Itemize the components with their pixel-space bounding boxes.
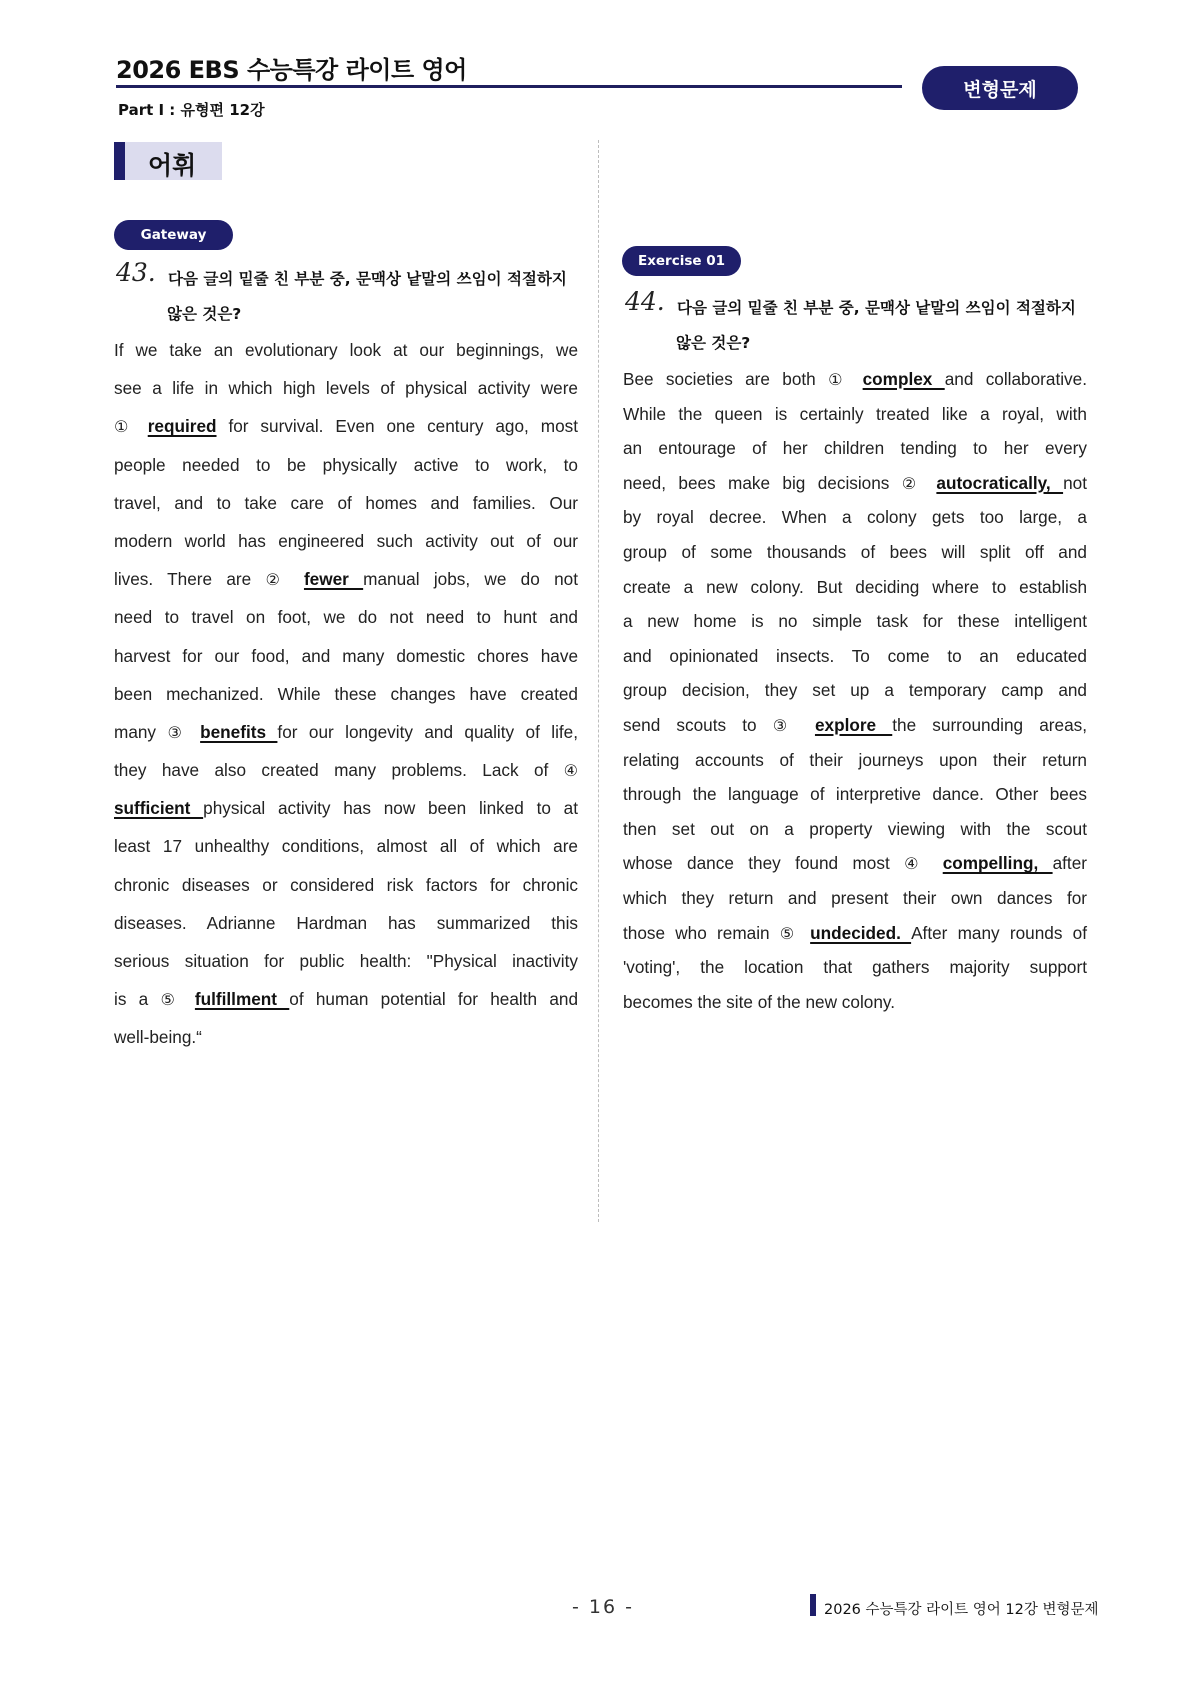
passage-44 [623,369,1087,1026]
passage-text: many [114,721,168,742]
section-heading-bar [114,142,125,180]
passage-text: well-being.“ [114,1027,202,1048]
passage-line [623,611,1087,646]
gateway-pill: Gateway [114,220,233,250]
passage-text: serious situation for public health: "Physical inactivity [114,951,578,971]
passage-text: need, bees make big decisions [623,472,902,493]
question-number-43: 43. [116,258,156,287]
passage-line [114,760,578,798]
passage-text: by royal decree. When a colony gets too large, a [623,507,1087,528]
passage-line [623,992,1087,1027]
passage-line [623,923,1087,958]
passage-text: 'voting', the location that gathers majority support [623,957,1087,978]
underlined-word: required [147,416,217,437]
passage-line [623,507,1087,542]
passage-text: after [1052,853,1087,874]
choice-number: ① [828,370,863,389]
question-prompt-43: 다음 글의 밑줄 친 부분 중, 문맥상 낱말의 쓰임이 적절하지 [168,270,567,288]
passage-line [623,750,1087,785]
choice-number: ③ [772,715,815,735]
passage-line [623,646,1087,681]
passage-text: group of some thousands of bees will split off and [623,541,1087,562]
passage-text: then set out on a property viewing with the scout [623,818,1087,839]
passage-text: for our longevity and quality of life, [277,721,578,742]
passage-text: an entourage of her children tending to her every [623,438,1087,459]
passage-text: diseases. Adrianne Hardman has summarized this [114,912,578,933]
passage-text: relating accounts of their journeys upon their return [623,749,1087,770]
passage-text: While the queen is certainly treated like a royal, with [623,403,1087,424]
passage-line [114,378,578,416]
column-divider [598,140,599,1222]
passage-line [114,684,578,722]
passage-text: send scouts to [623,714,773,735]
passage-line [114,798,578,836]
passage-text: After many rounds of [911,922,1087,943]
passage-line [114,416,578,454]
section-heading [114,142,222,180]
passage-line [114,1027,578,1065]
passage-text: and opinionated insects. To come to an educated [623,645,1087,666]
passage-text: harvest for our food, and many domestic chores have [114,645,578,666]
question-prompt-44-line2: 않은 것은? [676,334,751,352]
footer-bar [810,1594,816,1616]
passage-43 [114,340,578,1066]
section-heading-text: 어휘 [148,151,197,180]
underlined-word: complex [862,369,945,389]
choice-number: ④ [563,761,578,781]
exercise-pill: Exercise 01 [622,246,741,276]
passage-text: a new home is no simple task for these intelligent [623,611,1087,632]
passage-text: whose dance they found most [623,853,905,874]
underlined-word: sufficient [114,798,204,819]
passage-line [114,493,578,531]
choice-number: ③ [167,722,201,742]
passage-line [623,369,1087,404]
choice-number: ⑤ [779,923,811,943]
passage-text: physical activity has now been linked to at [203,798,578,819]
question-prompt-44: 다음 글의 밑줄 친 부분 중, 문맥상 낱말의 쓰임이 적절하지 [677,299,1076,317]
question-number-44: 44. [625,287,665,316]
passage-line [114,836,578,874]
passage-text: create a new colony. But deciding where to establish [623,576,1087,597]
title-rule [116,85,902,88]
passage-line [114,455,578,493]
passage-line [114,531,578,569]
choice-number: ② [265,570,304,590]
underlined-word: explore [814,714,893,735]
passage-text: lives. There are [114,569,266,590]
passage-line [114,913,578,951]
underlined-word: fulfillment [194,989,290,1010]
passage-line [623,888,1087,923]
passage-text: travel, and to take care of homes and families. Our [114,492,578,513]
page-number: - 16 - [572,1596,634,1618]
passage-line [623,542,1087,577]
footer-caption: 2026 수능특강 라이트 영어 12강 변형문제 [824,1602,1099,1618]
passage-text: least 17 unhealthy conditions, almost all of which are [114,836,578,857]
passage-text: the surrounding areas, [892,714,1087,735]
passage-line [623,853,1087,888]
question-prompt-43-line2: 않은 것은? [167,305,242,323]
underlined-word: fewer [303,569,364,590]
passage-text: been mechanized. While these changes have created [114,683,578,704]
passage-line [623,473,1087,508]
passage-line [114,722,578,760]
passage-text: modern world has engineered such activity out of our [114,530,578,551]
passage-line [623,819,1087,854]
passage-text: Bee societies are both [623,369,829,389]
passage-text: they have also created many problems. Lack of [114,760,564,781]
passage-line [623,715,1087,750]
passage-line [114,646,578,684]
choice-number: ① [114,417,148,437]
passage-text: is a [114,989,161,1010]
underlined-word: autocratically, [936,472,1064,493]
passage-line [623,680,1087,715]
passage-text: of human potential for health and [289,989,579,1010]
passage-line [114,875,578,913]
passage-text: for survival. Even one century ago, most [216,416,578,437]
passage-text: see a life in which high levels of physical activity were [114,378,578,399]
passage-line [623,784,1087,819]
passage-text: chronic diseases or considered risk factors for chronic [114,874,578,895]
passage-text: those who remain [623,922,780,943]
underlined-word: undecided. [810,922,912,943]
passage-text: not [1063,472,1087,493]
choice-number: ④ [904,854,943,874]
passage-line [114,989,578,1027]
passage-line [623,438,1087,473]
passage-text: which they return and present their own dances for [623,887,1087,908]
passage-text: people needed to be physically active to work, to [114,454,578,475]
underlined-word: compelling, [942,853,1053,874]
passage-line [623,404,1087,439]
passage-text: becomes the site of the new colony. [623,991,895,1012]
passage-line [114,607,578,645]
choice-number: ② [901,473,937,493]
variant-badge: 변형문제 [922,66,1078,110]
passage-line [114,951,578,989]
passage-line [623,957,1087,992]
passage-line [623,577,1087,612]
passage-text: group decision, they set up a temporary camp and [623,680,1087,701]
passage-text: manual jobs, we do not [363,569,578,590]
passage-text: and collaborative. [944,369,1087,389]
part-label: Part Ⅰ : 유형편 12강 [118,101,265,119]
passage-text: If we take an evolutionary look at our beginnings, we [114,340,578,360]
underlined-word: benefits [200,721,278,742]
document-title: 2026 EBS 수능특강 라이트 영어 [116,56,467,84]
passage-line [114,569,578,607]
passage-text: need to travel on foot, we do not need to hunt and [114,607,578,628]
passage-line [114,340,578,378]
choice-number: ⑤ [160,990,195,1010]
passage-text: through the language of interpretive dance. Other bees [623,784,1087,805]
